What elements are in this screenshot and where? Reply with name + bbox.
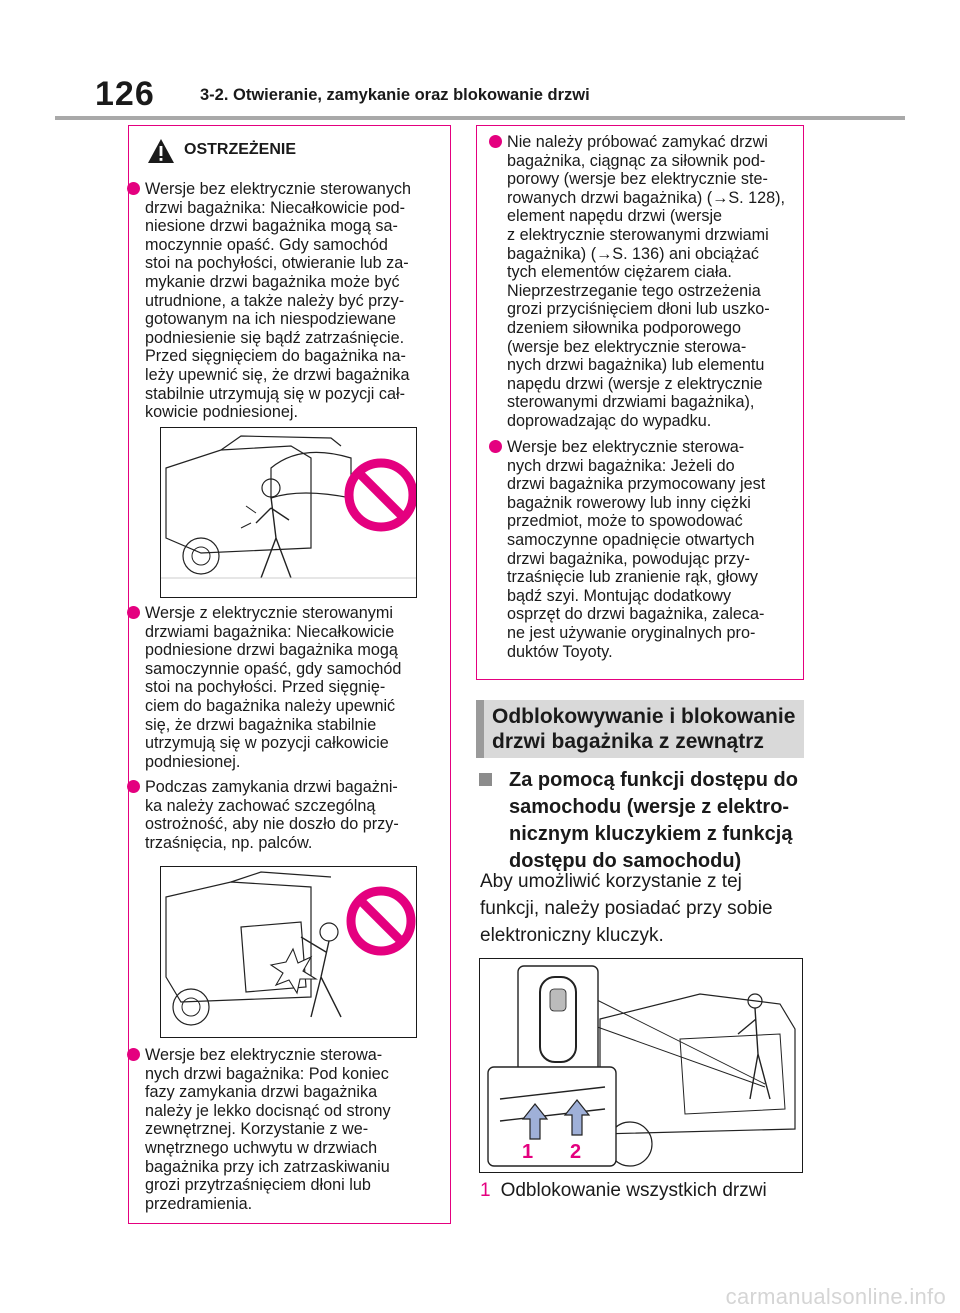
text-line: należy je lekko docisnąć od strony: [145, 1101, 391, 1120]
text-line: Nieprzestrzeganie tego ostrzeżenia: [507, 281, 761, 300]
text-line: podniesionej.: [145, 752, 241, 771]
text-line: Przed sięgnięciem do bagażnika na-: [145, 347, 406, 366]
section-heading-text: [492, 704, 795, 754]
text-line: grozi przyciśnięciem dłoni lub uszko-: [507, 300, 770, 319]
text-line: Nie należy próbować zamykać drzwi: [507, 133, 768, 151]
text-line: utrzymują się w pozycji całkowicie: [145, 734, 389, 753]
heading-bar: [476, 700, 484, 758]
text-line: doprowadzając do wypadku.: [507, 411, 712, 430]
text-line: duktów Toyoty.: [507, 642, 613, 661]
text-line: bagażnika) (→S. 136) ani obciążać: [507, 244, 759, 263]
text-line: Wersje bez elektrycznie sterowa-: [507, 438, 745, 456]
text-line: porowy (wersje bez elektrycznie ste-: [507, 170, 768, 189]
heading-line: drzwi bagażnika z zewnątrz: [492, 730, 764, 753]
caption-text: Odblokowanie wszystkich drzwi: [500, 1180, 767, 1201]
text-line: dzeniem siłownika podporowego: [507, 318, 741, 337]
text-line: stoi na pochyłości, otwieranie lub za-: [145, 254, 409, 273]
warning-title: OSTRZEŻENIE: [184, 141, 297, 158]
text-line: Wersje z elektrycznie sterowanymi: [145, 604, 393, 622]
warning-title-bar: [129, 126, 450, 174]
bullet-icon: [489, 440, 502, 453]
section-title: 3-2. Otwieranie, zamykanie oraz blokowanie drzwi: [200, 86, 590, 104]
header-rule: [55, 116, 905, 120]
text-line: drzwi bagażnika: Niecałkowicie pod-: [145, 198, 406, 217]
footer-watermark: carmanualsonline.info: [725, 1284, 946, 1309]
warning-item-3: [145, 778, 399, 852]
text-line: ka należy zachować szczególną: [145, 796, 376, 815]
text-line: mykanie drzwi bagażnika może być: [145, 272, 400, 291]
text-line: sterowanymi drzwiami bagażnika),: [507, 393, 755, 412]
figure-label-2: 2: [570, 1141, 582, 1163]
warning-item-text: [145, 180, 411, 422]
text-line: Podczas zamykania drzwi bagażni-: [145, 778, 398, 796]
text-line: zewnętrznej. Korzystanie z we-: [145, 1120, 369, 1139]
warning-item-text: [507, 438, 765, 661]
warning-item-6: [507, 438, 765, 661]
warning-icon: [147, 138, 175, 164]
text-line: moczynnie opaść. Gdy samochód: [145, 235, 388, 254]
page-number: 126: [95, 75, 155, 113]
warning-item-text: [507, 133, 785, 431]
figure-label-1: 1: [522, 1141, 534, 1163]
text-line: drzwiami bagażnika: Niecałkowicie: [145, 622, 395, 641]
warning-item-text: [145, 1046, 391, 1213]
text-line: utrudnione, a także należy być przy-: [145, 291, 405, 310]
subheading-text: [509, 767, 798, 875]
text-line: podniesienie się bądź zatrzaśnięcie.: [145, 328, 405, 347]
bullet-icon: [127, 606, 140, 619]
bullet-icon: [127, 780, 140, 793]
body-paragraph: [480, 868, 773, 949]
text-line: kowicie podniesionej.: [145, 403, 298, 422]
subheading-line: nicznym kluczykiem z funkcją: [509, 823, 793, 845]
text-line: Wersje bez elektrycznie sterowa-: [145, 1046, 383, 1064]
text-line: trzaśnięcia, np. palców.: [145, 833, 313, 852]
text-line: napędu drzwi (wersje z elektrycznie: [507, 374, 763, 393]
text-line: gotowanym na ich niespodziewane: [145, 310, 397, 329]
text-line: ne jest używanie oryginalnych pro-: [507, 623, 756, 642]
text-line: stabilnie utrzymują się w pozycji cał-: [145, 384, 405, 403]
text-line: samoczynne opadnięcie otwartych: [507, 530, 755, 549]
bullet-icon: [127, 1048, 140, 1061]
bullet-icon: [489, 135, 502, 148]
subheading-line: dostępu do samochodu): [509, 850, 742, 872]
text-line: ciem do bagażnika należy upewnić: [145, 696, 396, 715]
text-line: grozi przytrzaśnięciem dłoni lub: [145, 1176, 371, 1195]
text-line: rowanych drzwi bagażnika) (→S. 128),: [507, 188, 786, 207]
text-line: samoczynnie opaść, gdy samochód: [145, 659, 402, 678]
text-line: się, że drzwi bagażnika stabilnie: [145, 715, 377, 734]
text-line: fazy zamykania drzwi bagażnika: [145, 1083, 378, 1102]
figure-caption: [480, 1180, 767, 1202]
text-line: stoi na pochyłości. Przed sięgnię-: [145, 678, 386, 697]
text-line: leży upewnić się, że drzwi bagażnika: [145, 365, 410, 384]
liftgate-hazard-illustration: [161, 428, 417, 598]
text-line: przedmiot, może to spowodować: [507, 512, 743, 531]
illustration-smart-key-unlock: [479, 958, 803, 1173]
text-line: z elektrycznie sterowanymi drzwiami: [507, 225, 769, 244]
square-bullet-icon: [479, 773, 492, 786]
text-line: niesione drzwi bagażnika mogą sa-: [145, 217, 398, 236]
text-line: element napędu drzwi (wersje: [507, 207, 723, 226]
subheading-line: Za pomocą funkcji dostępu do: [509, 769, 798, 791]
text-line: trzaśnięcie lub zranienie rąk, głowy: [507, 568, 759, 587]
text-line: Wersje bez elektrycznie sterowanych: [145, 180, 412, 198]
text-line: nych drzwi bagażnika) lub elementu: [507, 356, 765, 375]
body-line: elektroniczny kluczyk.: [480, 925, 664, 946]
text-line: przedramienia.: [145, 1194, 253, 1213]
text-line: bądź szyi. Montując dodatkowy: [507, 586, 732, 605]
text-line: drzwi bagażnika, powodując przy-: [507, 549, 750, 568]
text-line: drzwi bagażnika przymocowany jest: [507, 475, 766, 494]
body-line: Aby umożliwić korzystanie z tej: [480, 871, 742, 892]
pinch-hazard-illustration: [161, 867, 417, 1038]
warning-item-1: [145, 180, 411, 422]
bullet-icon: [127, 182, 140, 195]
text-line: osprzęt do drzwi bagażnika, zaleca-: [507, 605, 765, 624]
illustration-hand-pinched: [160, 866, 417, 1038]
subheading-line: samochodu (wersje z elektro-: [509, 796, 790, 818]
text-line: (wersje bez elektrycznie sterowa-: [507, 337, 747, 356]
text-line: nych drzwi bagażnika: Jeżeli do: [507, 456, 735, 475]
text-line: bagażnik rowerowy lub inny ciężki: [507, 493, 751, 512]
illustration-person-under-liftgate: [160, 427, 417, 598]
caption-number: 1: [480, 1180, 491, 1201]
text-line: ostrożność, aby nie doszło do przy-: [145, 815, 399, 834]
section-heading: [476, 700, 804, 758]
warning-item-text: [145, 778, 399, 852]
warning-item-4: [145, 1046, 391, 1213]
heading-line: Odblokowywanie i blokowanie: [492, 705, 796, 728]
text-line: tych elementów ciężarem ciała.: [507, 263, 732, 282]
body-line: funkcji, należy posiadać przy sobie: [480, 898, 773, 919]
warning-item-2: [145, 604, 401, 771]
text-line: wnętrznego uchwytu w drzwiach: [145, 1138, 378, 1157]
text-line: nych drzwi bagażnika: Pod koniec: [145, 1064, 389, 1083]
text-line: bagażnika, ciągnąc za siłownik pod-: [507, 151, 766, 170]
warning-item-text: [145, 604, 401, 771]
text-line: podniesione drzwi bagażnika mogą: [145, 641, 398, 660]
text-line: bagażnika przy ich zatrzaskiwaniu: [145, 1157, 390, 1176]
warning-item-5: [507, 133, 785, 431]
